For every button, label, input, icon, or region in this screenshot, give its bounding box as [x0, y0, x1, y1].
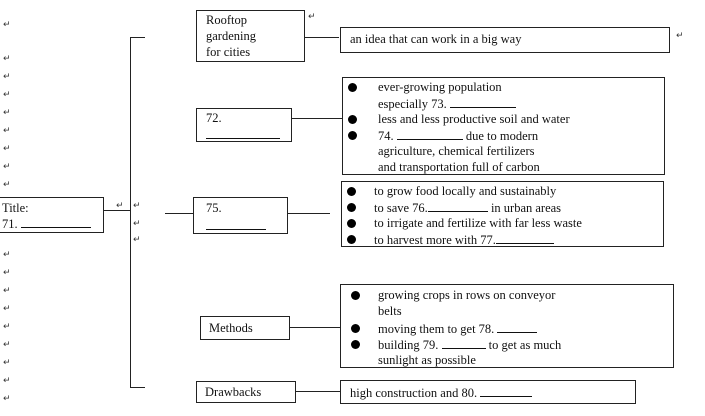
bullet-icon [348, 115, 357, 124]
paragraph-mark: ↵ [3, 304, 11, 314]
answer-blank [397, 127, 463, 140]
answer-blank [206, 126, 280, 139]
connector-line [292, 118, 342, 119]
method-text: belts [378, 304, 402, 318]
bullet-icon [347, 219, 356, 228]
paragraph-mark: ↵ [3, 20, 11, 30]
paragraph-mark: ↵ [116, 201, 124, 211]
answer-71: 71. [2, 215, 91, 232]
answer-blank [442, 336, 486, 349]
purpose-text: to save 76. in urban areas [374, 201, 562, 215]
topic-line: for cities [206, 45, 251, 59]
methods-box [200, 316, 290, 340]
answer-blank [497, 320, 537, 333]
title-box [0, 197, 104, 233]
purpose-text: to grow food locally and sustainably [374, 184, 557, 198]
reason-text: less and less productive soil and water [378, 112, 570, 126]
bullet-icon [351, 291, 360, 300]
methods-label: Methods [209, 321, 253, 335]
method-text: growing crops in rows on conveyor [378, 288, 556, 302]
reason-text: ever-growing population [378, 80, 502, 94]
topic-description-box [340, 27, 670, 53]
bullet-icon [348, 83, 357, 92]
reason-text: especially 73. [378, 95, 516, 112]
purpose-text: to irrigate and fertilize with far less waste [374, 216, 582, 230]
bullet-icon [351, 340, 360, 349]
paragraph-mark: ↵ [3, 90, 11, 100]
topic-box [196, 10, 305, 62]
paragraph-mark: ↵ [3, 54, 11, 64]
answer-blank [496, 231, 554, 244]
paragraph-mark: ↵ [3, 322, 11, 332]
connector-line [165, 213, 193, 214]
connector-line [305, 37, 339, 38]
paragraph-mark: ↵ [3, 180, 11, 190]
drawbacks-box [196, 381, 296, 403]
methods-list-box [340, 284, 674, 368]
paragraph-mark: ↵ [3, 286, 11, 296]
connector-line [288, 213, 330, 214]
reasons-box [342, 77, 665, 175]
bullet-icon [347, 235, 356, 244]
paragraph-mark: ↵ [3, 250, 11, 260]
drawbacks-label: Drawbacks [205, 385, 262, 399]
drawbacks-description-box [340, 380, 636, 404]
answer-75-number: 75. [206, 201, 222, 215]
paragraph-mark: ↵ [308, 12, 316, 22]
paragraph-mark: ↵ [3, 162, 11, 172]
paragraph-mark: ↵ [3, 126, 11, 136]
paragraph-mark: ↵ [133, 201, 141, 211]
method-text: sunlight as possible [378, 353, 476, 367]
bullet-icon [351, 324, 360, 333]
reason-text: agriculture, chemical fertilizers [378, 144, 535, 158]
drawbacks-description: high construction and 80. [350, 384, 532, 401]
paragraph-mark: ↵ [3, 72, 11, 82]
paragraph-mark: ↵ [133, 235, 141, 245]
bullet-icon [347, 187, 356, 196]
paragraph-mark: ↵ [3, 340, 11, 350]
answer-blank [428, 199, 488, 212]
paragraph-mark: ↵ [3, 358, 11, 368]
reason-text: 74. due to modern [378, 129, 539, 143]
topic-line: Rooftop [206, 13, 247, 27]
bullet-icon [348, 131, 357, 140]
paragraph-mark: ↵ [3, 394, 11, 404]
answer-72-number: 72. [206, 111, 222, 125]
answer-72-box [196, 108, 292, 142]
answer-blank [450, 95, 516, 108]
method-text: building 79. to get as much [378, 338, 562, 352]
connector-line [130, 387, 145, 388]
purpose-text: to harvest more with 77. [374, 231, 554, 248]
paragraph-mark: ↵ [3, 108, 11, 118]
purposes-box [341, 181, 664, 247]
reason-text: and transportation full of carbon [378, 160, 540, 174]
title-label: Title: [2, 201, 29, 215]
method-text: moving them to get 78. [378, 320, 537, 337]
answer-75-box [193, 197, 288, 234]
main-bracket-line [130, 37, 131, 387]
connector-line [130, 37, 145, 38]
paragraph-mark: ↵ [3, 144, 11, 154]
bullet-icon [347, 203, 356, 212]
paragraph-mark: ↵ [3, 268, 11, 278]
paragraph-mark: ↵ [3, 376, 11, 386]
paragraph-mark: ↵ [133, 219, 141, 229]
answer-blank [21, 215, 91, 228]
topic-line: gardening [206, 29, 256, 43]
connector-line [290, 327, 340, 328]
topic-description: an idea that can work in a big way [350, 32, 522, 46]
answer-blank [206, 217, 266, 230]
connector-line [296, 391, 340, 392]
answer-blank [480, 384, 532, 397]
paragraph-mark: ↵ [676, 31, 684, 41]
